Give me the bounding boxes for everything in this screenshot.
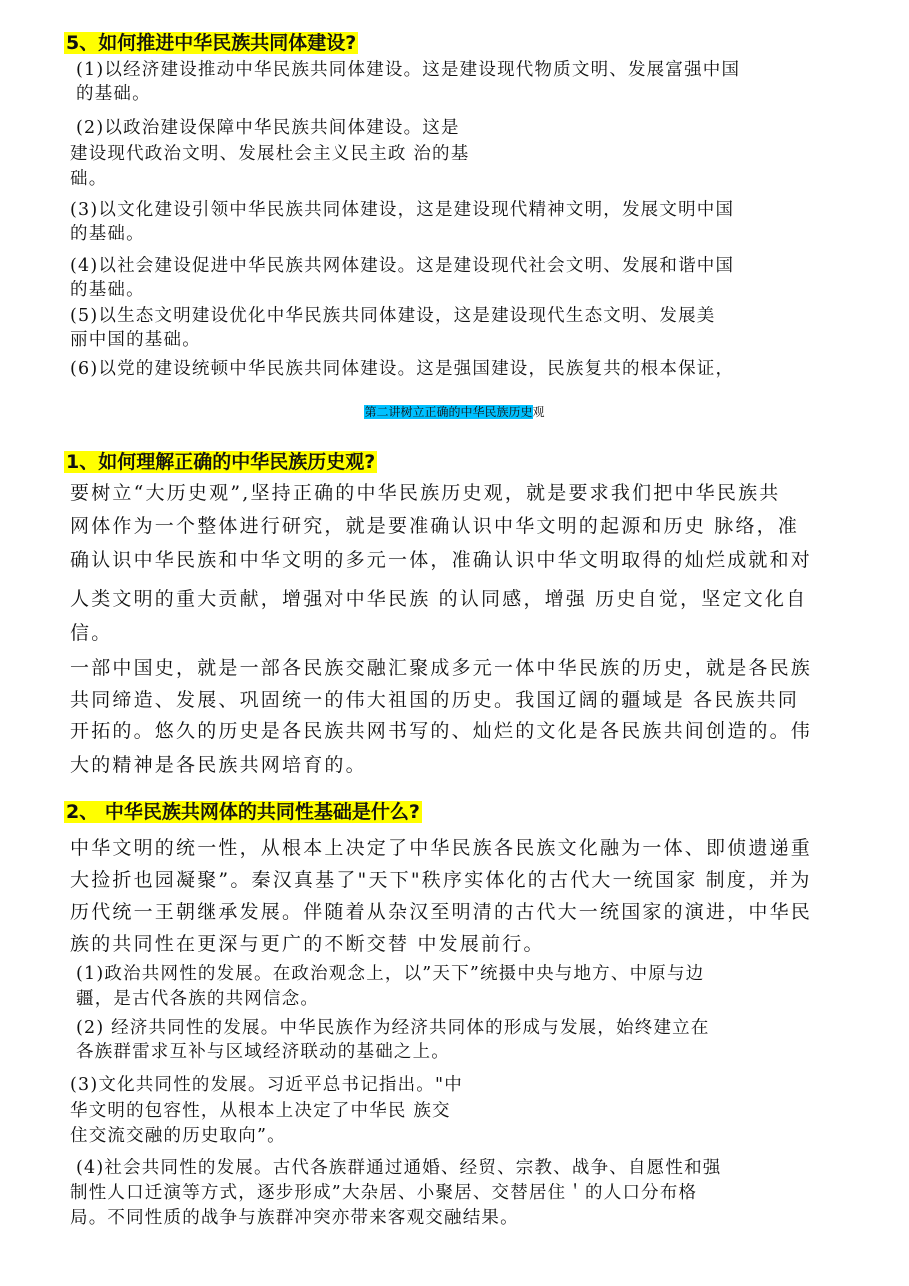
text-line: 各族群雷求互补与区域经济联动的基础之上。 — [76, 1042, 450, 1062]
text-line: 开拓的。悠久的历史是各民族共网书写的、灿烂的文化是各民族共间创造的。伟 — [70, 720, 813, 742]
text-line: 历代统一王朝继承发展。伴随着从杂汉至明清的古代大一统国家的演进，中华民 — [70, 901, 813, 923]
text-line: 住交流交融的历史取向”。 — [70, 1126, 286, 1146]
text-line: 共同缔造、发展、巩固统一的伟大祖国的历史。我国辽阔的疆域是 各民族共同 — [70, 689, 800, 711]
lecture-title — [0, 404, 909, 420]
text-line: 的基础。 — [70, 224, 145, 244]
text-line: (1)以经济建设推动中华民族共同体建设。这是建设现代物质文明、发展富强中国 — [76, 60, 741, 80]
text-line: (6)以党的建设统顿中华民族共同体建设。这是强国建设，民族复共的根本保证， — [70, 359, 735, 379]
text-line: 一部中国史，就是一部各民族交融汇聚成多元一体中华民族的历史，就是各民族 — [70, 657, 813, 679]
heading-highlight: 1、如何理解正确的中华民族历史观? — [66, 451, 376, 473]
text-line: (2)以政治建设保障中华民族共间体建设。这是 — [76, 118, 460, 138]
text-line: 大的精神是各民族共网培育的。 — [70, 754, 367, 776]
text-line: (4)社会共同性的发展。古代各族群通过通婚、经贸、宗教、战争、自愿性和强 — [76, 1158, 722, 1178]
text-line: 人类文明的重大贡献，增强对中华民族 的认同感，增强 历史自觉，坚定文化自 — [70, 588, 808, 610]
text-line: (2) 经济共同性的发展。中华民族作为经济共同体的形成与发展，始终建立在 — [76, 1018, 710, 1038]
heading-highlight: 5、如何推进中华民族共同体建设? — [66, 32, 357, 54]
text-line: 华文明的包容性，从根本上决定了中华民 族交 — [70, 1101, 451, 1121]
text-line: 确认识中华民族和中华文明的多元一体，准确认识中华文明取得的灿烂成就和对 — [70, 549, 813, 571]
text-line: 中华文明的统一性，从根本上决定了中华民族各民族文化融为一体、即侦遗递重 — [70, 837, 813, 859]
text-line: (5)以生态文明建设优化中华民族共同体建设，这是建设现代生态文明、发展美 — [70, 306, 716, 326]
text-line: 建设现代政治文明、发展杜会主义民主政 治的基 — [70, 144, 470, 164]
text-line: (3)文化共同性的发展。习近平总书记指出。"中 — [70, 1075, 463, 1095]
lecture-title-highlight: 第二讲树立正确的中华民族历史 — [364, 405, 533, 419]
heading-highlight: 2、 中华民族共网体的共同性基础是什么? — [66, 801, 420, 823]
text-line: 的基础。 — [76, 84, 151, 104]
text-line: 要树立“大历史观”,坚持正确的中华民族历史观，就是要求我们把中华民族共 — [70, 482, 781, 504]
text-line: 局。不同性质的战争与族群冲突亦带来客观交融结果。 — [70, 1208, 519, 1228]
text-line: 础。 — [70, 169, 108, 189]
text-line: 丽中国的基础。 — [70, 330, 201, 350]
text-line: 的基础。 — [70, 280, 145, 300]
section-5-heading — [64, 30, 358, 56]
section-2-heading — [64, 799, 422, 825]
text-line: (1)政治共网性的发展。在政治观念上，以”天下”统摄中央与地方、中原与边 — [76, 964, 705, 984]
text-line: 族的共同性在更深与更广的不断交替 中发展前行。 — [70, 933, 545, 955]
section-1-heading — [64, 449, 377, 475]
text-line: 疆，是古代各族的共网信念。 — [76, 989, 320, 1009]
text-line: (4)以社会建设促进中华民族共网体建设。这是建设现代社会文明、发展和谐中国 — [70, 256, 735, 276]
lecture-title-tail: 观 — [532, 405, 545, 419]
text-line: 网体作为一个整体进行研究，就是要准确认识中华文明的起源和历史 脉络，准 — [70, 515, 800, 537]
text-line: 信。 — [70, 622, 113, 644]
text-line: 制性人口迁演等方式，逐步形成”大杂居、小聚居、交替居住＇的人口分布格 — [70, 1183, 698, 1203]
text-line: 大捡折也园凝聚”。秦汉真基了"天下"秩序实体化的古代大一统国家 制度，并为 — [70, 869, 812, 891]
text-line: (3)以文化建设引领中华民族共同体建设，这是建设现代精神文明，发展文明中国 — [70, 200, 735, 220]
